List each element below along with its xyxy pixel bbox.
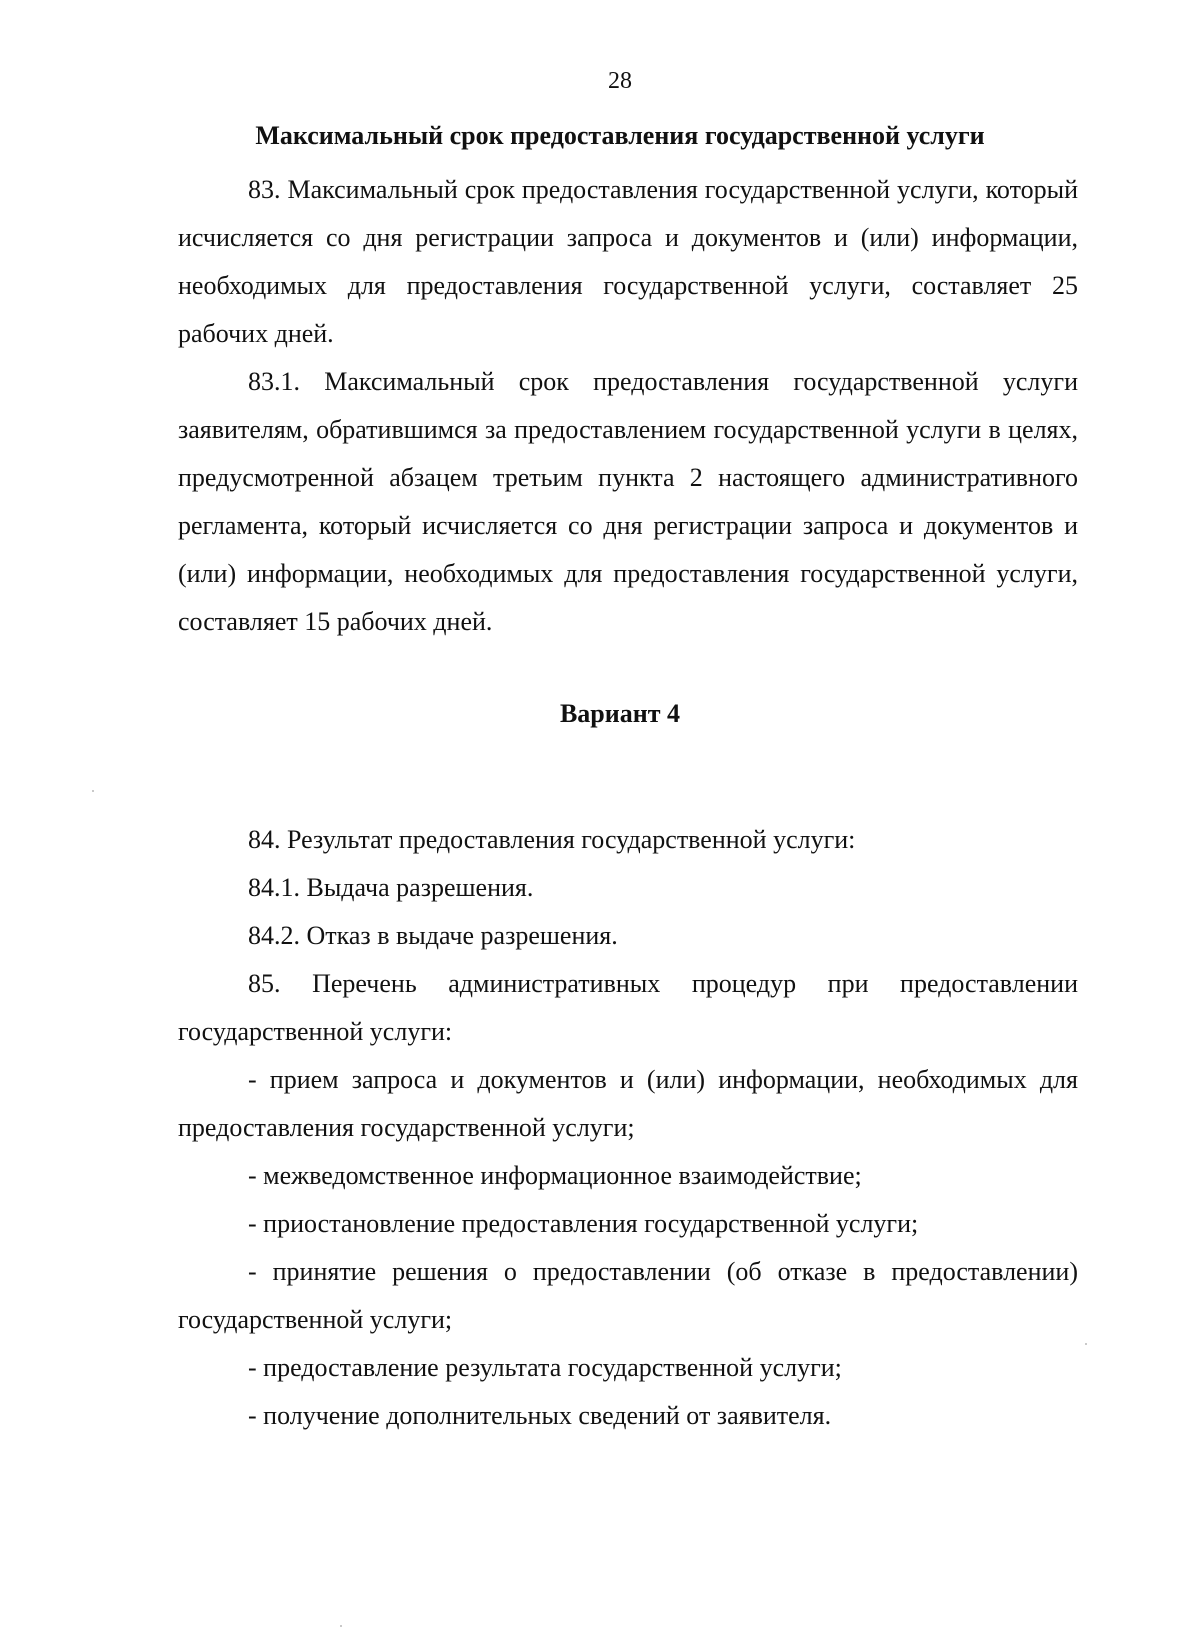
list-item-decision: - принятие решения о предоставлении (об отказе в предоставлении) государственной услуги; bbox=[178, 1257, 1078, 1334]
page-number: 28 bbox=[608, 68, 632, 94]
list-item-suspension: - приостановление предоставления государственной услуги; bbox=[248, 1209, 919, 1238]
paragraph-84: 84. Результат предоставления государственной услуги: bbox=[248, 825, 856, 854]
scan-speck bbox=[1085, 1343, 1087, 1345]
scan-speck bbox=[340, 1625, 342, 1627]
text-block-top bbox=[178, 166, 1078, 646]
paragraph-84-2: 84.2. Отказ в выдаче разрешения. bbox=[248, 921, 618, 950]
paragraph-83-1: 83.1. Максимальный срок предоставления государственной услуги заявителям, обратившимся за предоставлением государственной услуги в целях, предусмотренной абзацем третьим пункта 2 настоящего административного регламента, который исчисляется со дня регистрации запроса и документов и (или) информации, необходимых для предоставления государственной услуги, составляет 15 рабочих дней. bbox=[178, 367, 1078, 636]
section-heading-variant: Вариант 4 bbox=[559, 699, 681, 728]
list-item-additional-info: - получение дополнительных сведений от заявителя. bbox=[248, 1401, 832, 1430]
paragraph-85: 85. Перечень административных процедур при предоставлении государственной услуги: bbox=[178, 969, 1078, 1046]
paragraph-84-1: 84.1. Выдача разрешения. bbox=[248, 873, 534, 902]
scan-speck bbox=[92, 790, 94, 792]
section-heading-max-term: Максимальный срок предоставления государственной услуги bbox=[255, 121, 985, 150]
list-item-reception: - прием запроса и документов и (или) информации, необходимых для предоставления государственной услуги; bbox=[178, 1065, 1078, 1142]
list-item-interagency: - межведомственное информационное взаимодействие; bbox=[248, 1161, 862, 1190]
list-item-result: - предоставление результата государственной услуги; bbox=[248, 1353, 842, 1382]
text-block-bottom bbox=[178, 816, 1078, 1440]
paragraph-83: 83. Максимальный срок предоставления государственной услуги, который исчисляется со дня регистрации запроса и документов и (или) информации, необходимых для предоставления государственной услуги, составляет 25 рабочих дней. bbox=[178, 175, 1078, 348]
